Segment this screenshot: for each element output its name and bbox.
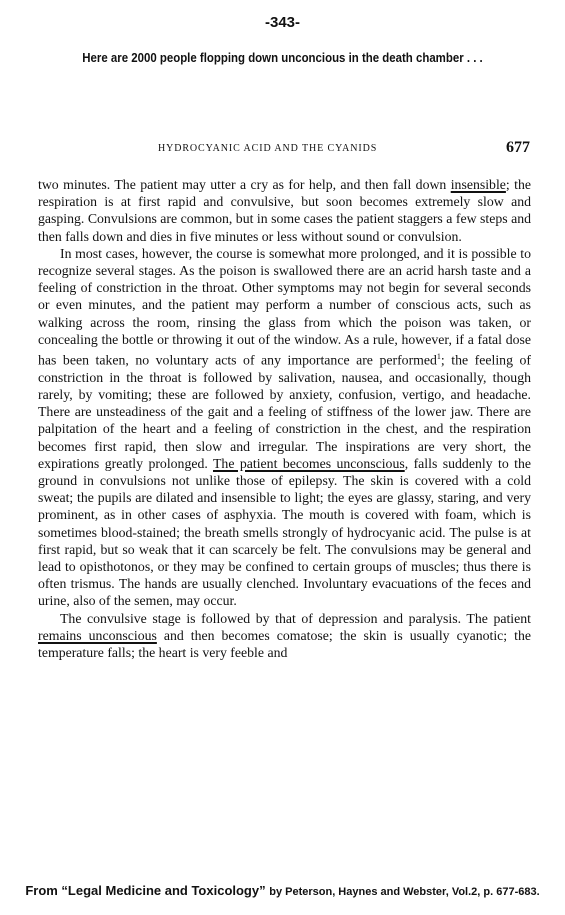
book-page-number: 677: [506, 139, 530, 156]
paragraph: [38, 176, 531, 245]
text-run: ; the respiration is at first rapid and convulsive, but soon becomes extremely slow and gasping. Convulsions are common, but in some cases the patient staggers a few steps and then falls down and dies in five minutes or less without sound or convulsion.: [38, 177, 531, 244]
text-run: and then becomes comatose; the skin is usually cyanotic; the temperature falls; the heart is very feeble and: [38, 627, 531, 661]
footnote-marker: 1: [436, 352, 441, 362]
text-run: two minutes. The patient may utter a cry as for help, and then fall down: [38, 177, 451, 192]
text-run: In most cases, however, the course is somewhat more prolonged, and it is possible to recognize several stages. As the poison is swallowed there are an acrid harsh taste and a feeling of constriction in the throat. Other symptoms may not begin for several seconds or even minutes, and the patient may perform a number of conscious acts, such as walking across the room, rinsing the glass from which the poison was taken, or concealing the bottle or throwing it out of the window. As a rule, however, if a fatal dose has been taken, no voluntary acts of any importance are performed: [38, 245, 531, 368]
underlined-phrase: The patient becomes unconscious: [213, 455, 405, 471]
running-head-title: HYDROCYANIC ACID AND THE CYANIDS: [158, 143, 378, 154]
source-footer: [0, 883, 565, 898]
text-run: , falls suddenly to the ground in convulsions not unlike those of epilepsy. The skin is covered with a cold sweat; the pupils are dilated and insensible to light; the eyes are glassy, staring, and very prominent, as in other cases of asphyxia. The mouth is covered with foam, which is sometimes blood-stained; the breath smells strongly of hydrocyanic acid. The pulse is at first rapid, but so weak that it can scarcely be felt. The convulsions may be general and lead to opisthotonos, or they may be confined to certain groups of muscles; thus there is often trismus. The hands are usually clenched. Involuntary evacuations of the feces and urine, also of the semen, may occur.: [38, 455, 531, 609]
headline: Here are 2000 people flopping down unconcious in the death chamber . . .: [82, 50, 483, 65]
paragraph: [38, 245, 531, 610]
footer-source: From “Legal Medicine and Toxicology”: [25, 883, 266, 898]
running-head: [40, 139, 530, 161]
underlined-phrase: insensible: [450, 177, 506, 192]
underlined-phrase: remains unconscious: [38, 627, 157, 643]
page-number: -343-: [264, 14, 301, 31]
footer-citation: by Peterson, Haynes and Webster, Vol.2, p. 677-683.: [269, 886, 540, 898]
paragraph: [38, 610, 531, 662]
body-text: [38, 176, 531, 661]
text-run: The convulsive stage is followed by that of depression and paralysis. The patient: [60, 610, 531, 626]
text-run: ; the feeling of constriction in the throat is followed by salivation, nausea, and occasionally, though rarely, by vomiting; these are followed by anxiety, confusion, vertigo, and headache. There are unsteadiness of the gait and a feeling of stiffness of the lower jaw. There are palpitation of the heart and a feeling of constriction in the chest, and the respiration becomes first rapid, then slow and irregular. The inspirations are very short, the expirations greatly prolonged.: [38, 352, 531, 471]
